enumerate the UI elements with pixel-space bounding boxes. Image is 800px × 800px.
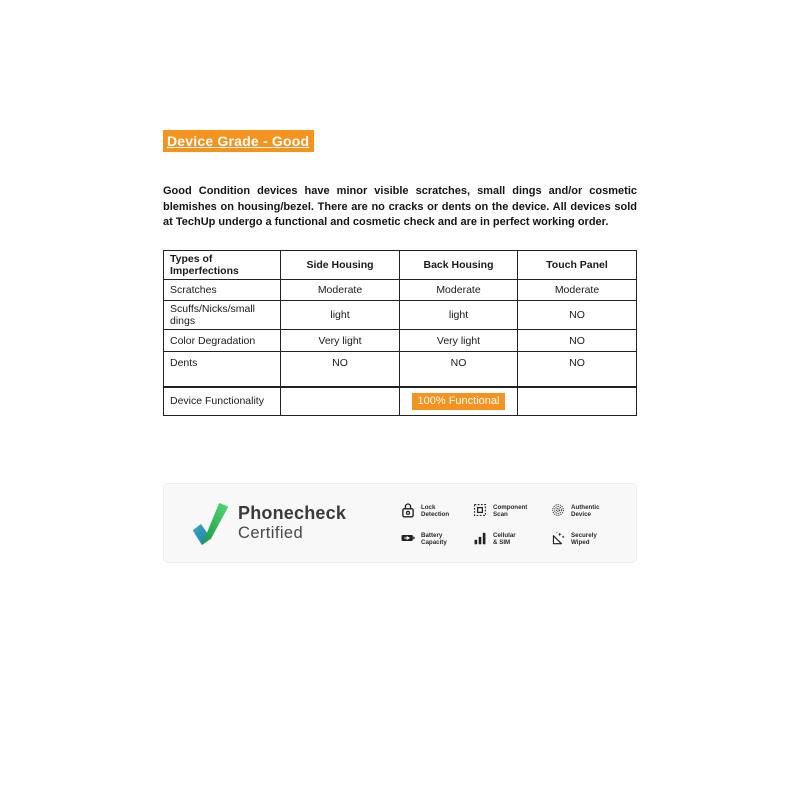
feature-label: Cellular & SIM — [493, 532, 516, 547]
brand-text-block — [238, 504, 346, 542]
wipe-icon — [551, 530, 565, 546]
lock-icon — [401, 502, 415, 518]
table-cell — [400, 387, 518, 416]
table-row-dents — [164, 352, 637, 387]
feature-battery-capacity — [401, 530, 473, 558]
component-scan-icon — [473, 502, 487, 518]
certification-features — [401, 502, 631, 558]
feature-securely-wiped — [551, 530, 631, 558]
feature-label: Lock Detection — [421, 504, 450, 519]
table-cell — [281, 387, 400, 416]
grade-description: Good Condition devices have minor visible scratches, small dings and/or cosmetic blemishes on housing/bezel. There are no cracks or dents on the device. All devices sold at TechUp undergo a functional and cosmetic check and are in perfect working order. — [163, 185, 637, 229]
imperfections-table — [163, 250, 637, 416]
table-row-device-functionality — [164, 387, 637, 416]
table-cell: light — [281, 301, 400, 330]
table-cell: Moderate — [281, 280, 400, 301]
table-cell: Moderate — [400, 280, 518, 301]
fingerprint-icon — [551, 502, 565, 518]
column-header-back-housing: Back Housing — [400, 251, 518, 280]
feature-cellular-sim — [473, 530, 551, 558]
table-cell: NO — [400, 352, 518, 387]
row-label: Dents — [164, 352, 281, 387]
feature-label: Securely Wiped — [571, 532, 597, 547]
table-cell: NO — [518, 352, 637, 387]
feature-label: Authentic Device — [571, 504, 600, 519]
table-cell: NO — [518, 330, 637, 352]
column-header-touch-panel: Touch Panel — [518, 251, 637, 280]
page-title: Device Grade - Good — [163, 130, 314, 152]
feature-label: Battery Capacity — [421, 532, 447, 547]
phonecheck-certified-badge — [163, 483, 637, 563]
table-cell: NO — [281, 352, 400, 387]
battery-icon — [401, 530, 415, 546]
row-label: Scuffs/Nicks/small dings — [164, 301, 281, 330]
signal-bars-icon — [473, 530, 487, 546]
column-header-types: Types of Imperfections — [164, 251, 281, 280]
row-label: Scratches — [164, 280, 281, 301]
table-row-color-degradation — [164, 330, 637, 352]
column-header-side-housing: Side Housing — [281, 251, 400, 280]
feature-label: Component Scan — [493, 504, 528, 519]
brand-subtitle: Certified — [238, 524, 304, 542]
table-cell: Very light — [281, 330, 400, 352]
phonecheck-logo-icon — [190, 501, 232, 547]
functionality-highlight-badge: 100% Functional — [412, 393, 506, 410]
table-row-scratches — [164, 280, 637, 301]
feature-lock-detection — [401, 502, 473, 530]
row-label: Device Functionality — [164, 387, 281, 416]
feature-component-scan — [473, 502, 551, 530]
brand-name: Phonecheck — [238, 503, 347, 523]
row-label: Color Degradation — [164, 330, 281, 352]
table-cell: Moderate — [518, 280, 637, 301]
table-cell: light — [400, 301, 518, 330]
feature-authentic-device — [551, 502, 631, 530]
table-cell: Very light — [400, 330, 518, 352]
table-cell: NO — [518, 301, 637, 330]
table-header-row — [164, 251, 637, 280]
table-row-scuffs — [164, 301, 637, 330]
table-cell — [518, 387, 637, 416]
